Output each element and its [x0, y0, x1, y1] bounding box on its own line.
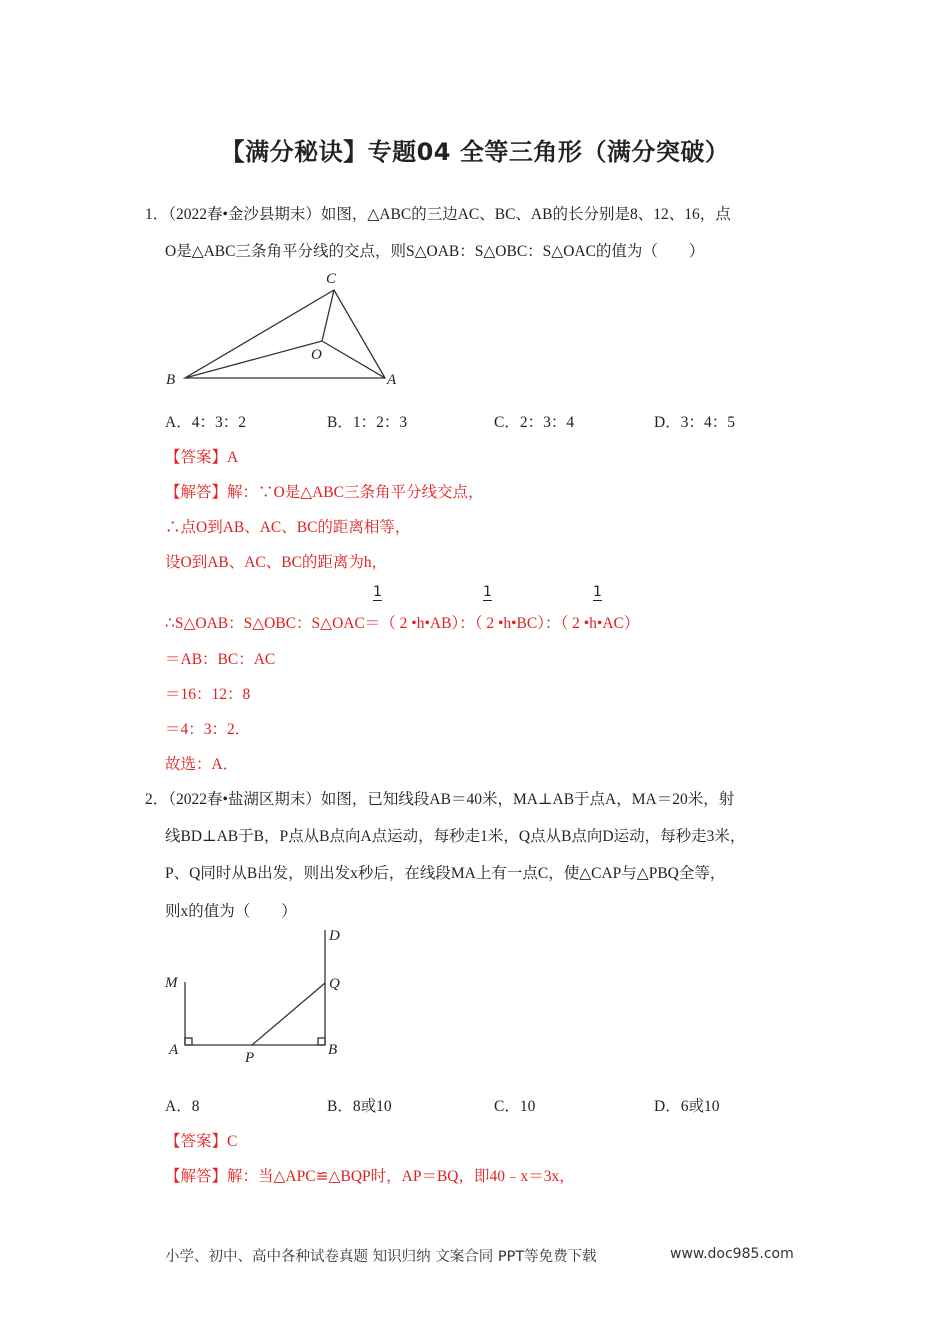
label-D: D — [329, 928, 340, 944]
q2-option-b: B．8或10 — [327, 1098, 392, 1115]
q2-stem-line2: 线BD⊥AB于B，P点从B点向A点运动，每秒走1米，Q点从B点向D运动，每秒走3米， — [165, 828, 746, 845]
footer-link[interactable]: www.doc985.com — [670, 1246, 794, 1262]
label-M: M — [165, 975, 178, 991]
q1-option-d: D．3：4：5 — [654, 414, 735, 431]
label-O: O — [311, 347, 322, 363]
q1-solution-2: ∴点O到AB、AC、BC的距离相等， — [165, 519, 411, 536]
label-C: C — [326, 271, 337, 287]
q2-stem-line4: 则x的值为（ ） — [165, 903, 297, 920]
label-P: P — [245, 1050, 255, 1066]
q1-solution-8: 故选：A． — [165, 756, 239, 773]
q2-option-c: C．10 — [494, 1098, 536, 1115]
q2-solution: 【解答】解：当△APC≌△BQP时，AP＝BQ，即40﹣x＝3x， — [165, 1168, 575, 1185]
q1-option-a: A．4：3：2 — [165, 414, 246, 431]
fraction-numerator: 1 — [483, 584, 492, 600]
page-title: 【满分秘诀】专题04 全等三角形（满分突破） — [220, 138, 730, 166]
label-B: B — [166, 372, 176, 388]
label-B2: B — [328, 1042, 338, 1058]
q1-triangle-figure — [185, 290, 385, 378]
q1-option-c: C．2：3：4 — [494, 414, 575, 431]
q2-answer: 【答案】C — [165, 1133, 238, 1150]
q1-option-b: B．1：2：3 — [327, 414, 408, 431]
q1-stem-line2: O是△ABC三条角平分线的交点，则S△OAB：S△OBC：S△OAC的值为（ ） — [165, 243, 705, 260]
label-A2: A — [169, 1042, 179, 1058]
label-Q: Q — [329, 976, 340, 992]
label-A: A — [387, 372, 397, 388]
fraction-numerator: 1 — [373, 584, 382, 600]
fraction-numerator: 1 — [593, 584, 602, 600]
q2-figure — [185, 930, 325, 1045]
q1-solution-7: ＝4：3：2． — [165, 721, 251, 738]
q1-solution-5: ＝AB：BC：AC — [165, 651, 276, 668]
q1-stem-line1: 1．（2022春•金沙县期末）如图，△ABC的三边AC、BC、AB的长分别是8、12、16，点 — [145, 206, 731, 223]
q1-solution-4: ∴S△OAB：S△OBC：S△OAC＝（ 2 •h•AB）：（ 2 •h•BC）：（ 2 •h•AC） — [165, 615, 640, 632]
q2-stem-line1: 2．（2022春•盐湖区期末）如图，已知线段AB＝40米，MA⊥AB于点A，MA＝20米，射 — [145, 791, 735, 808]
q1-answer: 【答案】A — [165, 449, 239, 466]
q2-stem-line3: P、Q同时从B出发，则出发x秒后，在线段MA上有一点C，使△CAP与△PBQ全等， — [165, 865, 726, 882]
footer-text: 小学、初中、高中各种试卷真题 知识归纳 文案合同 PPT等免费下载 — [165, 1249, 597, 1265]
q1-solution-1: 【解答】解：∵O是△ABC三条角平分线交点， — [165, 484, 484, 501]
q1-solution-3: 设O到AB、AC、BC的距离为h， — [165, 554, 388, 571]
q2-option-a: A．8 — [165, 1098, 200, 1115]
q1-solution-6: ＝16：12：8 — [165, 686, 251, 703]
q2-option-d: D．6或10 — [654, 1098, 720, 1115]
